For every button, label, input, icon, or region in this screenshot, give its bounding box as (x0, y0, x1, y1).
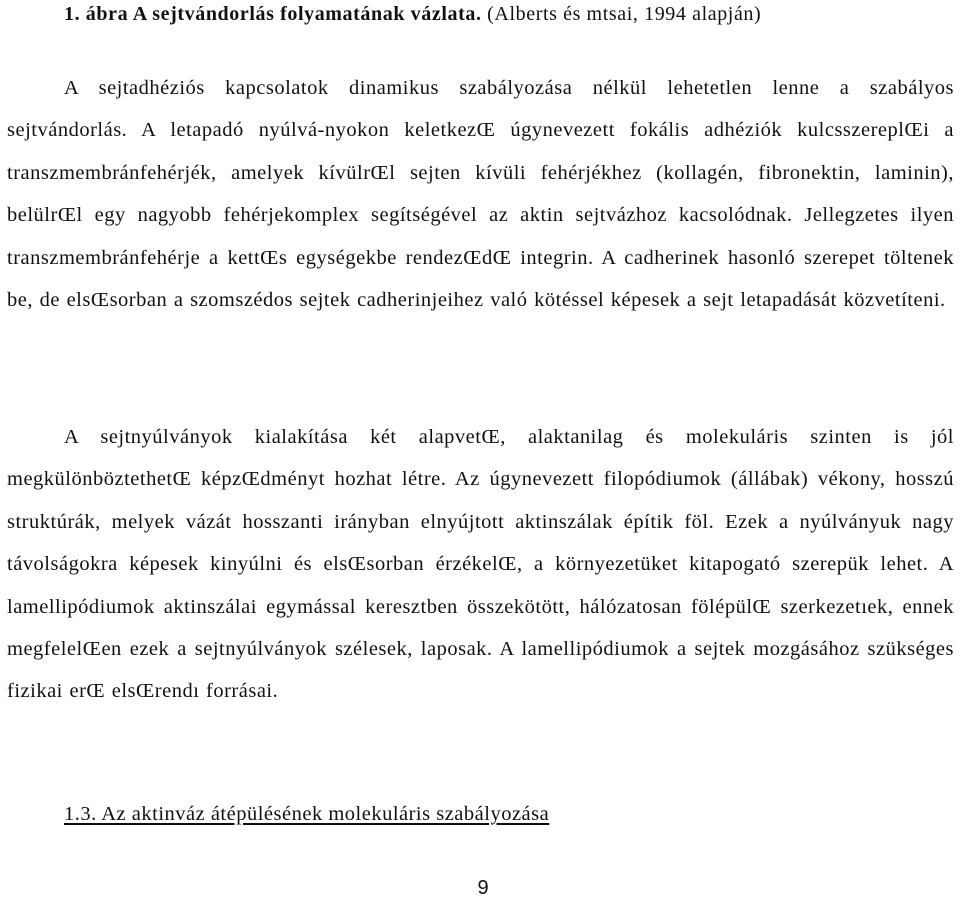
page-number: 9 (477, 877, 489, 899)
figure-caption (64, 0, 944, 28)
figure-caption-source: (Alberts és mtsai, 1994 alapján) (481, 3, 762, 25)
paragraph-cell-protrusions: A sejtnyúlványok kialakítása két alapvetŒ, alaktanilag és molekuláris szinten is jól megkülönböztethetŒ képzŒdményt hozhat létre. Az úgynevezett filopódiumok (állábak) vékony, hosszú struktúrák, melyek vázát hosszanti irányban elnyújtott aktinszálak építik föl. Ezek a nyúlványuk nagy távolságokra képesek kinyúlni és elsŒsorban érzékelŒ, a környezetüket kitapogató szerepük lehet. A lamellipódiumok aktinszálai egymással keresztben összekötött, hálózatosan fölépülŒ szerkezetıek, ennek megfelelŒen ezek a sejtnyúlványok szélesek, laposak. A lamellipódiumok a sejtek mozgásához szükséges fizikai erŒ elsŒrendı forrásai. (7, 426, 954, 703)
figure-caption-label: 1. ábra A sejtvándorlás folyamatának vázlata. (64, 3, 482, 25)
section-heading: 1.3. Az aktinváz átépülésének molekuláris szabályozása (64, 803, 550, 825)
paragraph-cell-adhesion: A sejtadhéziós kapcsolatok dinamikus szabályozása nélkül lehetetlen lenne a szabályos sejtvándorlás. A letapadó nyúlvá-nyokon keletkezŒ úgynevezett fokális adhéziók kulcsszereplŒi a transzmembránfehérjék, amelyek kívülrŒl sejten kívüli fehérjékhez (kollagén, fibronektin, laminin), belülrŒl egy nagyobb fehérjekomplex segítségével az aktin sejtvázhoz kacsolódnak. Jellegzetes ilyen transzmembránfehérje a kettŒs egységekbe rendezŒdŒ integrin. A cadherinek hasonló szerepet töltenek be, de elsŒsorban a szomszédos sejtek cadherinjeihez való kötéssel képesek a sejt letapadását közvetíteni. (7, 77, 954, 312)
